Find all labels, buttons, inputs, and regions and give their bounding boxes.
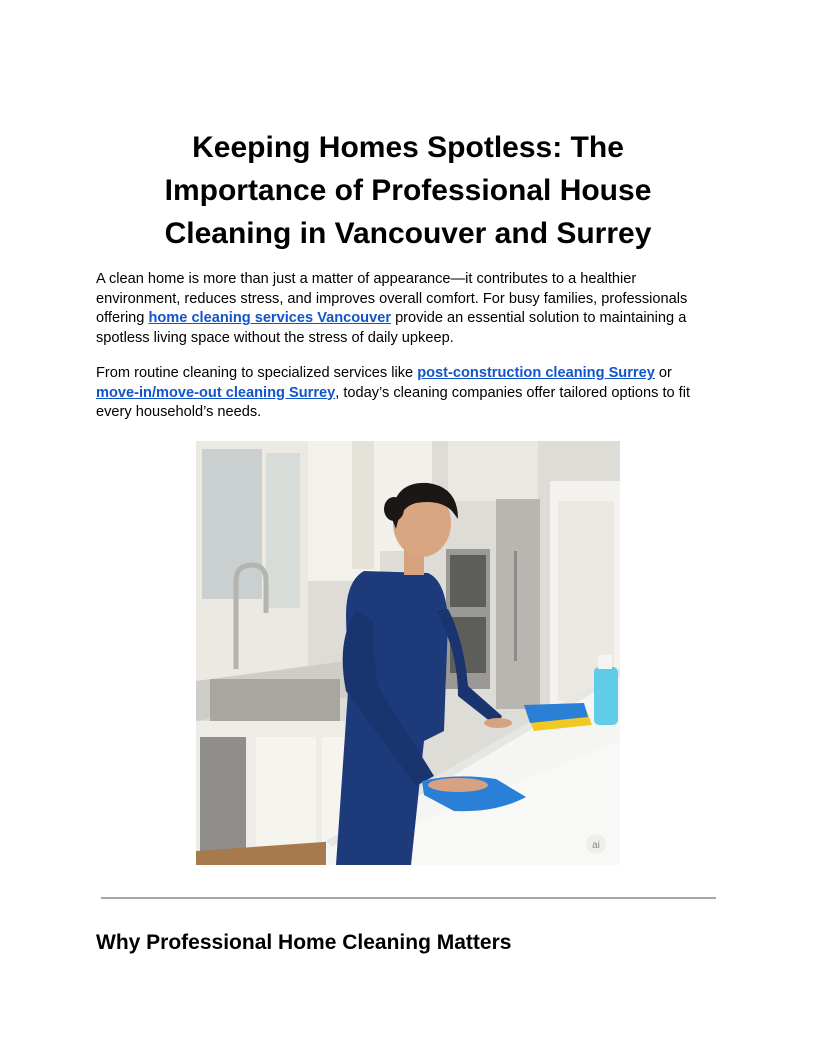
- intro-text: provide an essential solution to maintaining a: [391, 310, 687, 326]
- oven-door: [450, 555, 486, 607]
- intro-line: spotless living space without the stress of daily upkeep.: [96, 329, 454, 346]
- page-title: [96, 126, 720, 255]
- services-paragraph: [96, 364, 720, 423]
- page-title-line: Keeping Homes Spotless: The: [192, 131, 624, 164]
- fridge-handle: [514, 551, 517, 661]
- glass-cabinet: [352, 441, 374, 569]
- section-divider: [101, 897, 716, 899]
- post-construction-cleaning-link[interactable]: post-construction cleaning Surrey: [417, 365, 655, 381]
- services-line: every household’s needs.: [96, 404, 262, 420]
- window-pane: [266, 453, 300, 608]
- move-in-move-out-cleaning-link[interactable]: move-in/move-out cleaning Surrey: [96, 384, 336, 401]
- services-text: From routine cleaning to specialized services like: [96, 365, 418, 381]
- page-title-line: Importance of Professional House: [164, 174, 652, 207]
- home-cleaning-vancouver-link[interactable]: home cleaning services Vancouver: [148, 310, 392, 326]
- hair-bun: [384, 497, 404, 521]
- kitchen-illustration: [196, 441, 620, 865]
- ai-watermark: ai: [592, 840, 600, 851]
- services-line: [96, 384, 720, 404]
- dishwasher: [200, 737, 246, 865]
- intro-line: [96, 309, 720, 329]
- upper-cabinet: [448, 441, 538, 501]
- spray-bottle: [594, 667, 618, 725]
- spray-nozzle: [598, 655, 612, 669]
- section-heading: Why Professional Home Cleaning Matters: [96, 931, 512, 954]
- page-title-line: Cleaning in Vancouver and Surrey: [164, 217, 652, 250]
- window-pane: [202, 449, 262, 599]
- worker-hand: [484, 718, 512, 728]
- refrigerator: [496, 499, 540, 709]
- intro-line: A clean home is more than just a matter of appearance—it contributes to a healthier: [96, 271, 637, 287]
- worker-hand: [428, 778, 488, 792]
- intro-line: environment, reduces stress, and improves overall comfort. For busy families, professionals: [96, 290, 688, 307]
- intro-paragraph: [96, 270, 720, 348]
- services-text: or: [654, 365, 672, 381]
- intro-text: offering: [96, 310, 149, 326]
- services-text: , today’s cleaning companies offer tailored options to fit: [335, 384, 691, 401]
- services-line: [96, 364, 720, 384]
- cleaning-kitchen-image: [196, 441, 620, 865]
